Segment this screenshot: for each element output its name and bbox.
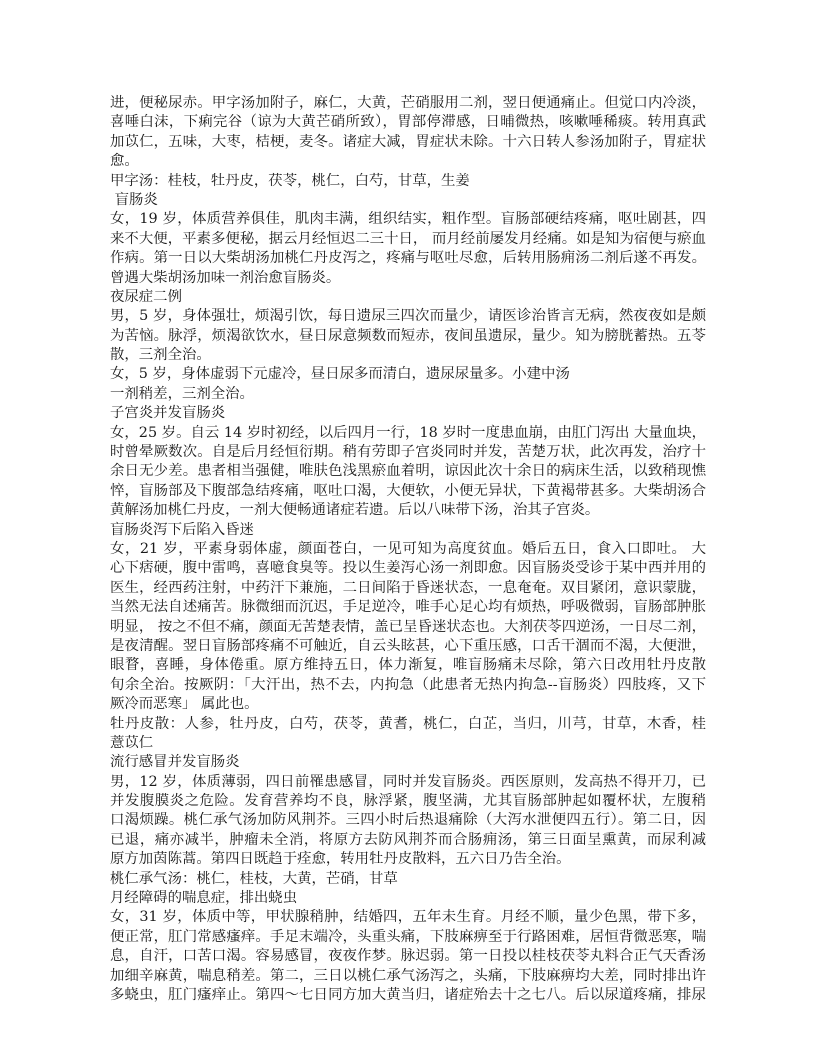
- section-heading: 盲肠炎泻下后陷入昏迷: [110, 521, 254, 538]
- text-line: 黄解汤加桃仁丹皮，一剂大便畅通诸症若遗。后以八味带下汤，治其子宫炎。: [110, 502, 600, 519]
- text-line: 进，便秘尿赤。甲字汤加附子，麻仁，大黄，芒硝服用二剂，翌日便通痛止。但觉口内冷淡，: [110, 95, 706, 111]
- section-heading: 月经障碍的喘息症，排出蛲虫: [110, 890, 298, 907]
- text-line: 男，5 岁，身体强壮，烦渴引饮，每日遗尿三四次而量少，请医诊治皆言无病，然夜夜如是颇: [110, 308, 706, 325]
- text-line: 厥冷而恶寒」 属此也。: [110, 696, 259, 713]
- text-line: 息，自汗，口苦口渴。容易感冒，夜夜作梦。脉迟弱。第一日投以桂枝茯苓丸料合正气天香汤: [110, 948, 706, 965]
- text-line: 作病。第一日以大柴胡汤加桃仁丹皮泻之，疼痛与呕吐尽愈，后转用肠痈汤二剂后遂不再发。: [110, 250, 706, 267]
- text-line: 口渴烦躁。桃仁承气汤加防风荆芥。三四小时后热退痛除（大泻水泄便四五行）。第二日，因: [110, 812, 706, 829]
- formula-line: 桃仁承气汤：桃仁，桂枝，大黄，芒硝，甘草: [110, 870, 398, 887]
- document-page: [110, 94, 706, 1005]
- formula-line: 甲字汤：桂枝，牡丹皮，茯苓，桃仁，白芍，甘草，生姜: [110, 172, 470, 189]
- text-line: 医生，经西药注射，中药汗下兼施，二日间陷于昏迷状态，一息奄奄。双目紧闭，意识蒙胧，: [110, 579, 706, 596]
- section-heading: 子宫炎并发盲肠炎: [110, 405, 226, 422]
- formula-line: 薏苡仁: [110, 734, 154, 751]
- text-line: 多蛲虫，肛门瘙痒止。第四～七日同方加大黄当归，诸症殆去十之七八。后以尿道疼痛，排尿: [110, 986, 706, 1003]
- section-heading: 夜尿症二例: [110, 288, 182, 305]
- text-line: 女，19 岁，体质营养俱佳，肌肉丰满，组织结实，粗作型。盲肠部硬结疼痛，呕吐剧甚，四: [110, 211, 706, 228]
- text-line: 散，三剂全治。: [110, 347, 211, 364]
- section-heading: 盲肠炎: [110, 191, 158, 208]
- text-line: 男，12 岁，体质薄弱，四日前罹患感冒，同时并发盲肠炎。西医原则，发高热不得开刀，已: [110, 773, 706, 790]
- text-line: 便正常，肛门常感瘙痒。手足末端冷，头重头痛，下肢麻痹至于行路困难，居恒背微恶寒，喘: [110, 928, 706, 945]
- text-line: 来不大便，平素多便秘，据云月经恒迟二三十日， 而月经前屡发月经痛。如是知为宿便与瘀血: [110, 230, 706, 247]
- text-line: 原方加茵陈蒿。第四日既趋于痊愈，转用牡丹皮散料，五六日乃告全治。: [110, 851, 571, 868]
- text-line: 加苡仁，五味，大枣，桔梗，麦冬。诸症大减，胃症状未除。十六日转人参汤加附子，胃症状: [110, 133, 706, 150]
- text-line: 时曾晕厥数次。自是后月经恒衍期。稍有劳即子宫炎同时并发，苦楚万状，此次再发，治疗十: [110, 444, 706, 461]
- text-line: 女，31 岁，体质中等，甲状腺稍肿，结婚四，五年未生育。月经不顺，量少色黑，带下多，: [110, 909, 706, 926]
- formula-line: 牡丹皮散：人参，牡丹皮，白芍，茯苓，黄耆，桃仁，白芷，当归，川芎，甘草，木香，桂: [110, 715, 706, 732]
- text-line: 一剂稍差，三剂全治。: [110, 385, 254, 402]
- text-line: 加细辛麻黄，喘息稍差。第二，三日以桃仁承气汤泻之，头痛，下肢麻痹均大差，同时排出许: [110, 967, 706, 984]
- text-line: 已退，痛亦减半，肿瘤未全消，将原方去防风荆芥而合肠痈汤，第三日面呈熏黄，而尿利减: [110, 831, 706, 848]
- text-line: 曾遇大柴胡汤加味一剂治愈盲肠炎。: [110, 269, 341, 286]
- text-line: 女，21 岁，平素身弱体虚，颜面苍白，一见可知为高度贫血。婚后五日，食入口即吐。 大: [110, 540, 706, 557]
- text-line: 明显， 按之不但不痛，颜面无苦楚表情，盖已呈昏迷状态也。大剂茯苓四逆汤，一日尽二剂，: [110, 618, 706, 635]
- text-line: 为苦恼。脉浮，烦渴欲饮水，昼日尿意频数而短赤，夜间虽遗尿，量少。知为膀胱蓄热。五苓: [110, 327, 706, 344]
- text-line: 旬余全治。按厥阴：「大汗出，热不去，内拘急（此患者无热内拘急--盲肠炎）四肢疼，又下: [110, 676, 706, 693]
- text-line: 悴，盲肠部及下腹部急结疼痛，呕吐口渴，大便软，小便无异状，下黄褐带甚多。大柴胡汤合: [110, 482, 706, 499]
- text-line: 女，5 岁，身体虚弱下元虚冷，昼日尿多而清白，遗尿尿量多。小建中汤: [110, 366, 570, 383]
- text-line: 余日无少差。患者相当强健，唯肤色浅黑瘀血着明，谅因此次十余日的病床生活，以致稍现憔: [110, 463, 706, 480]
- text-line: 喜唾白沫，下痢完谷（谅为大黄芒硝所致），胃部停滞感，日晡微热，咳嗽唾稀痰。转用真武: [110, 114, 706, 131]
- text-line: 是夜清醒。翌日盲肠部疼痛不可触近，自云头眩甚，心下重压感，口舌干涸而不渴，大便泄，: [110, 637, 706, 654]
- text-line: 心下痞硬，腹中雷鸣，喜噫食臭等。投以生姜泻心汤一剂即愈。因盲肠炎受诊于某中西并用的: [110, 560, 706, 577]
- text-line: 并发腹膜炎之危险。发育营养均不良，脉浮紧，腹坚满，尤其盲肠部肿起如覆杯状，左腹稍: [110, 793, 706, 810]
- text-line: 当然无法自述痛苦。脉微细而沉迟，手足逆冷，唯手心足心均有烦热，呼吸微弱，盲肠部肿胀: [110, 599, 706, 616]
- section-heading: 流行感冒并发盲肠炎: [110, 754, 240, 771]
- text-line: 愈。: [110, 153, 139, 170]
- text-line: 眼瞀，喜睡，身体倦重。原方维持五日，体力渐复，唯盲肠痛未尽除，第六日改用牡丹皮散: [110, 657, 706, 674]
- text-line: 女，25 岁。自云 14 岁时初经，以后四月一行，18 岁时一度患血崩，由肛门泻出 大量血块，: [110, 424, 706, 441]
